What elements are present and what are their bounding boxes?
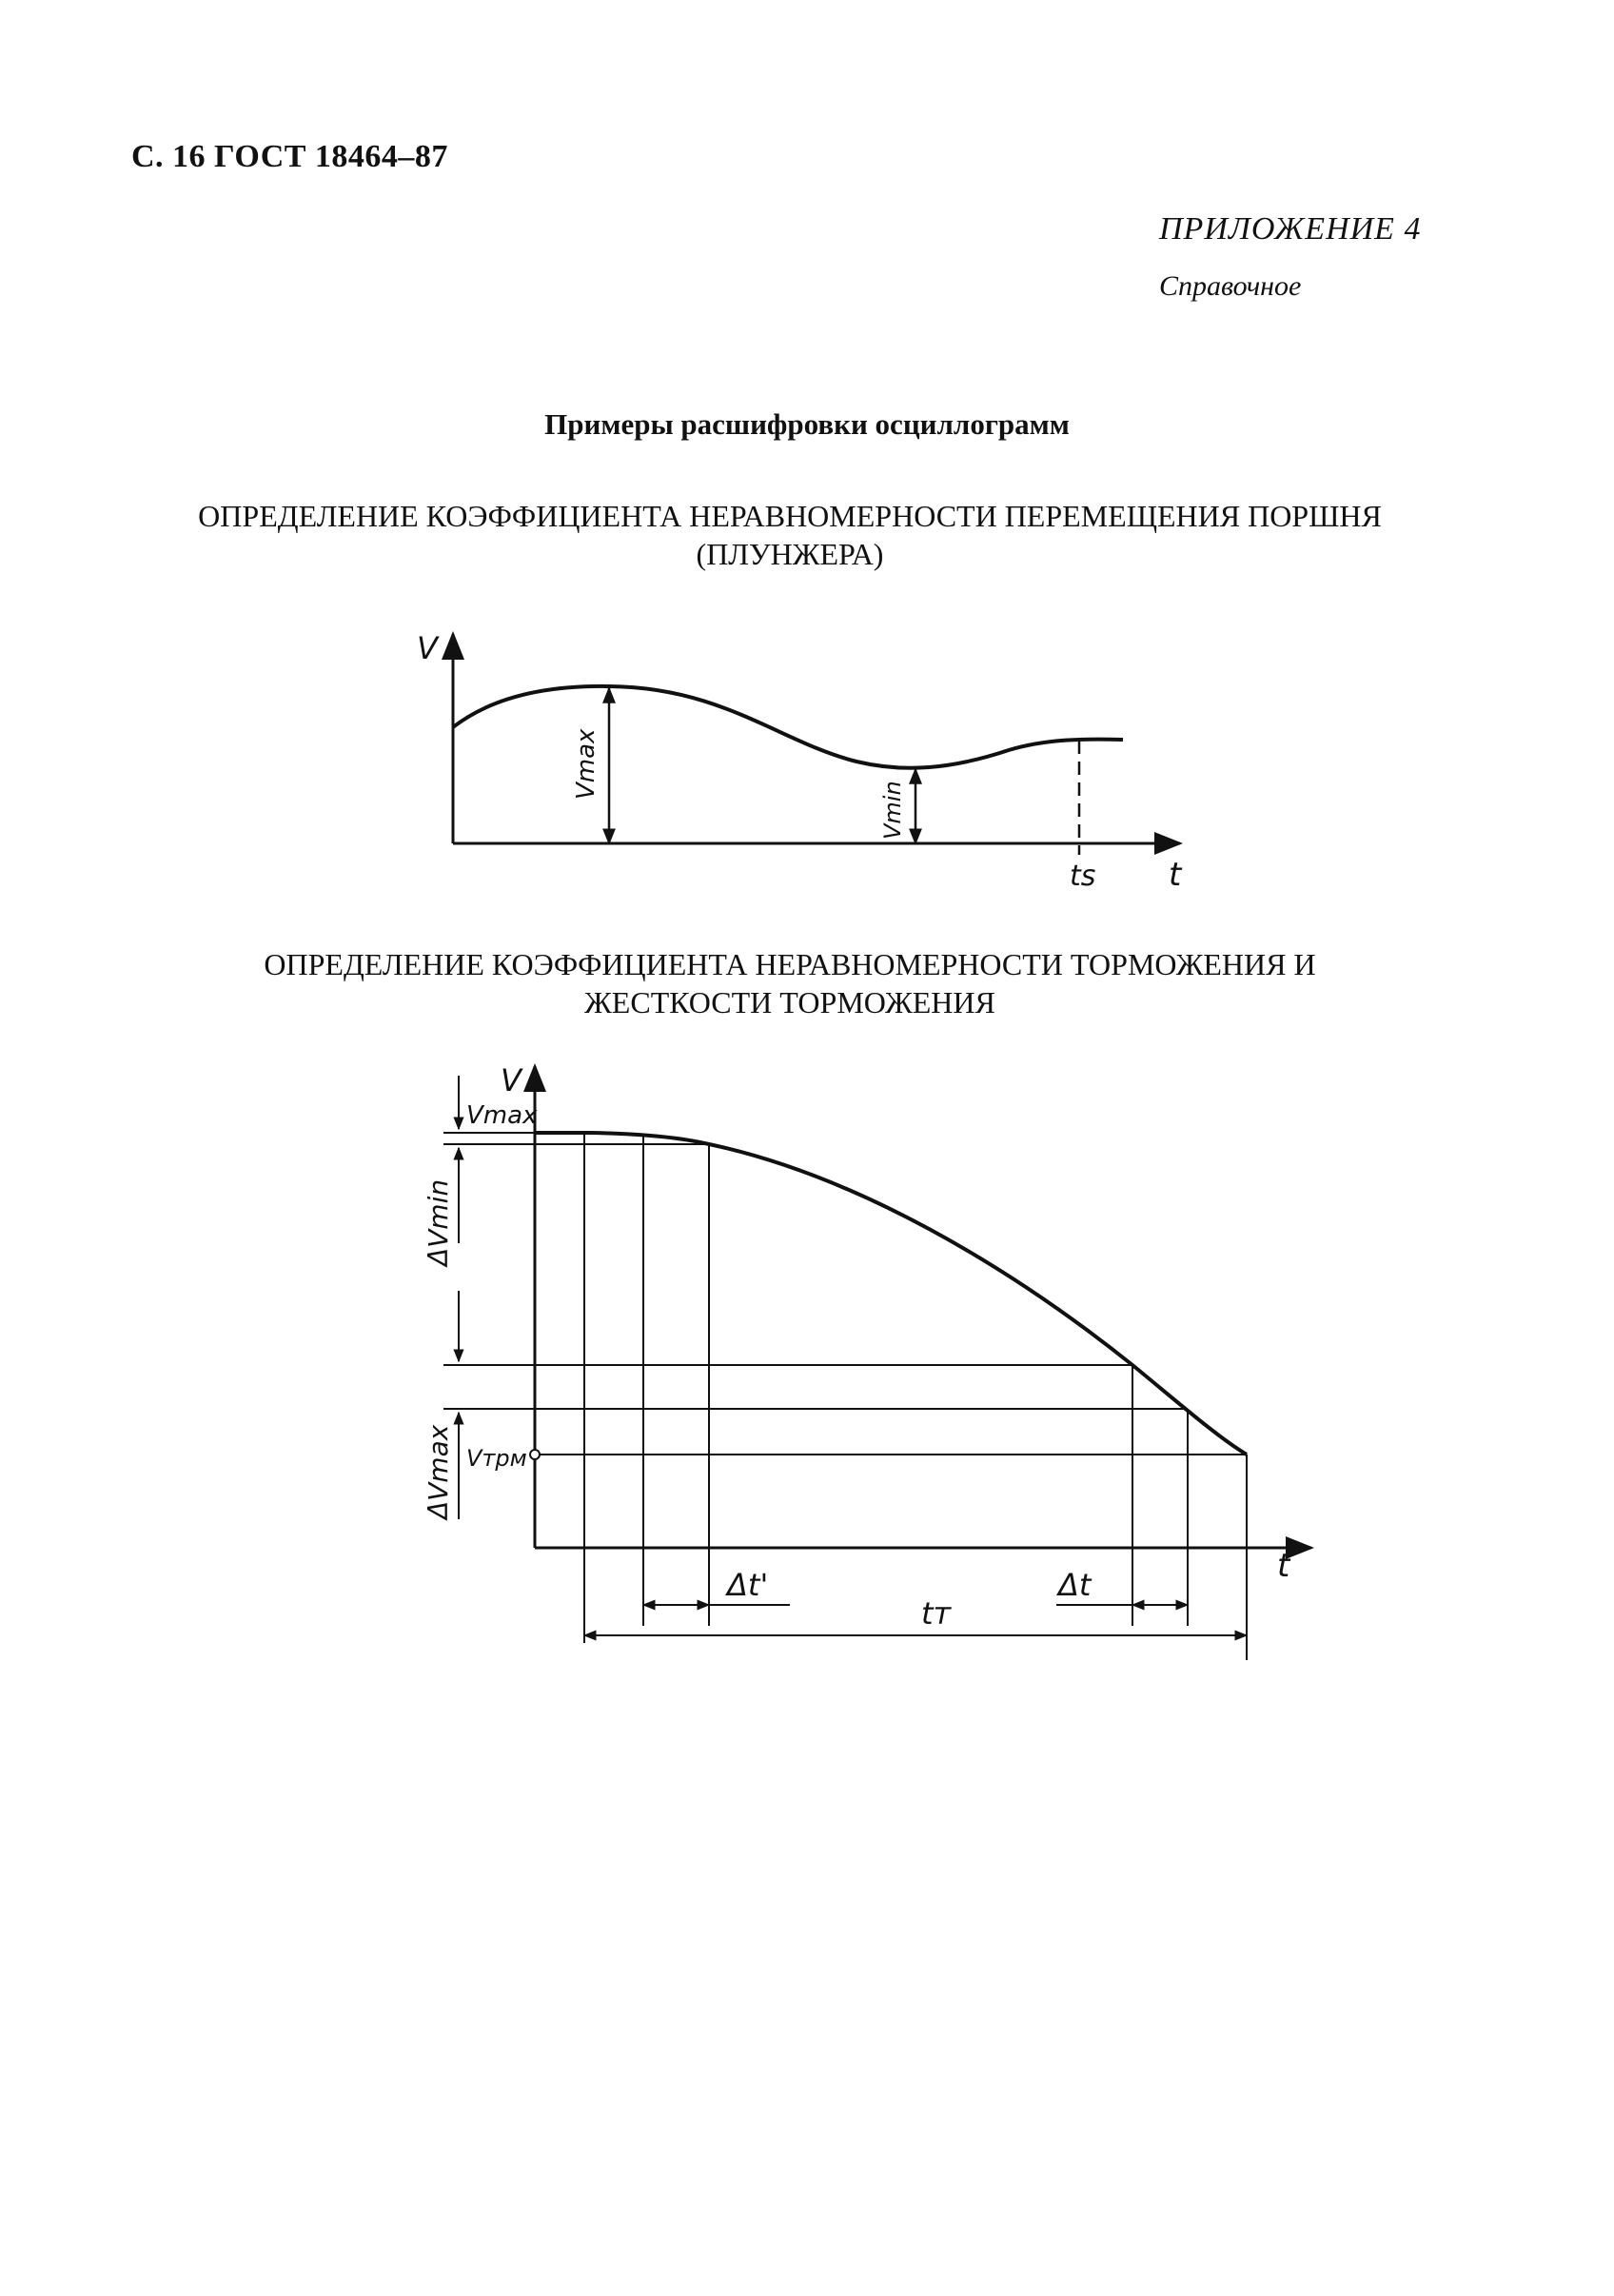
d2-vtrm-label: Vтрм (466, 1445, 527, 1472)
d1-vmin-label: Vmin (879, 781, 906, 840)
d2-x-axis-label: t (1277, 1547, 1290, 1585)
section1-heading-line2: (ПЛУНЖЕРА) (696, 537, 884, 571)
appendix-type: Справочное (1159, 270, 1302, 302)
d2-t-total-label: tт (921, 1595, 952, 1632)
d1-y-axis-label: V (417, 630, 438, 666)
d2-braking-curve (535, 1133, 1247, 1455)
d2-delta-t-label: Δt (1058, 1567, 1092, 1603)
d2-y-axis-label: V (501, 1062, 522, 1099)
appendix-label: ПРИЛОЖЕНИЕ 4 (1159, 211, 1422, 247)
document-title: Примеры расшифровки осциллограмм (544, 407, 1070, 441)
section2-heading-line2: ЖЕСТКОСТИ ТОРМОЖЕНИЯ (584, 985, 995, 1019)
page-header: С. 16 ГОСТ 18464–87 (131, 139, 448, 174)
d2-delta-vmax-label: ΔVmax (423, 1424, 454, 1519)
d1-x-axis-label: t (1169, 856, 1182, 894)
d2-vmax-label: Vmax (466, 1101, 538, 1130)
d1-ts-label: ts (1070, 860, 1096, 893)
d2-delta-vmin-label: ΔVmin (423, 1178, 454, 1266)
d1-vmax-label: Vmax (572, 728, 600, 800)
d2-delta-t-prime-label: Δt' (727, 1567, 769, 1603)
d2-vtrm-point (530, 1450, 540, 1459)
section2-heading-line1: ОПРЕДЕЛЕНИЕ КОЭФФИЦИЕНТА НЕРАВНОМЕРНОСТИ ТОРМОЖЕНИЯ И (264, 947, 1316, 981)
section1-heading-line1: ОПРЕДЕЛЕНИЕ КОЭФФИЦИЕНТА НЕРАВНОМЕРНОСТИ ПЕРЕМЕЩЕНИЯ ПОРШНЯ (198, 499, 1382, 533)
